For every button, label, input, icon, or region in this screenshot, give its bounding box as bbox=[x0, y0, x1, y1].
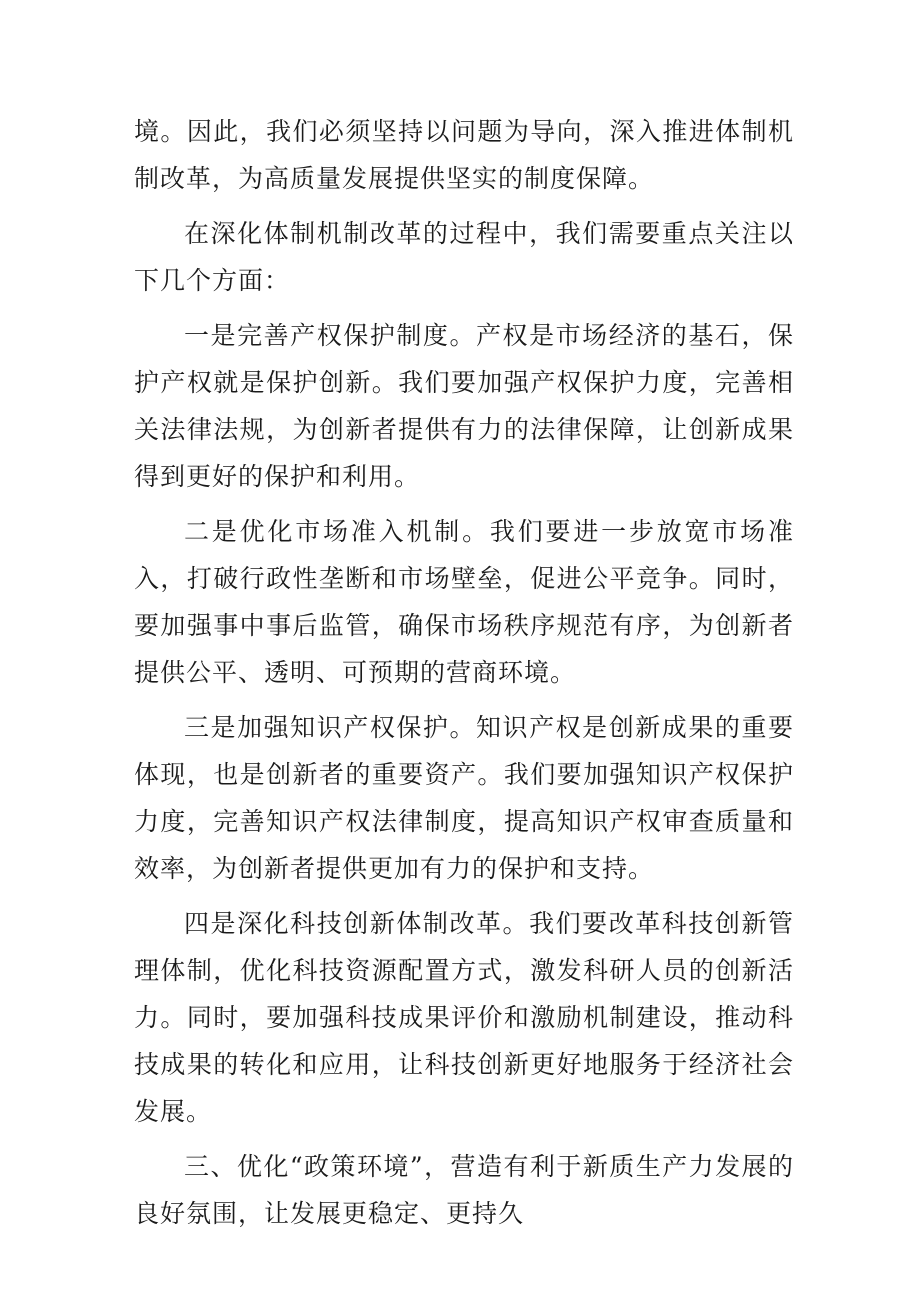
paragraph-market-access: 二是优化市场准入机制。我们要进一步放宽市场准入，打破行政性垄断和市场壁垒，促进公平竞争。同时，要加强事中事后监管，确保市场秩序规范有序，为创新者提供公平、透明、可预期的营商环境。 bbox=[134, 517, 794, 687]
paragraph-property-rights: 一是完善产权保护制度。产权是市场经济的基石，保护产权就是保护创新。我们要加强产权保护力度，完善相关法律法规，为创新者提供有力的法律保障，让创新成果得到更好的保护和利用。 bbox=[134, 321, 794, 491]
paragraph-tech-innovation: 四是深化科技创新体制改革。我们要改革科技创新管理体制，优化科技资源配置方式，激发科研人员的创新活力。同时，要加强科技成果评价和激励机制建设，推动科技成果的转化和应用，让科技创新更好地服务于经济社会发展。 bbox=[134, 909, 794, 1126]
paragraph-continuation: 境。因此，我们必须坚持以问题为导向，深入推进体制机制改革，为高质量发展提供坚实的制度保障。 bbox=[134, 117, 794, 193]
section-heading-policy-environment: 三、优化“政策环境”，营造有利于新质生产力发展的良好氛围，让发展更稳定、更持久 bbox=[134, 1152, 794, 1228]
document-body bbox=[134, 108, 794, 1245]
paragraph-intellectual-property: 三是加强知识产权保护。知识产权是创新成果的重要体现，也是创新者的重要资产。我们要加强知识产权保护力度，完善知识产权法律制度，提高知识产权审查质量和效率，为创新者提供更加有力的保护和支持。 bbox=[134, 713, 794, 883]
paragraph-intro-focus-areas: 在深化体制机制改革的过程中，我们需要重点关注以下几个方面： bbox=[134, 219, 794, 295]
